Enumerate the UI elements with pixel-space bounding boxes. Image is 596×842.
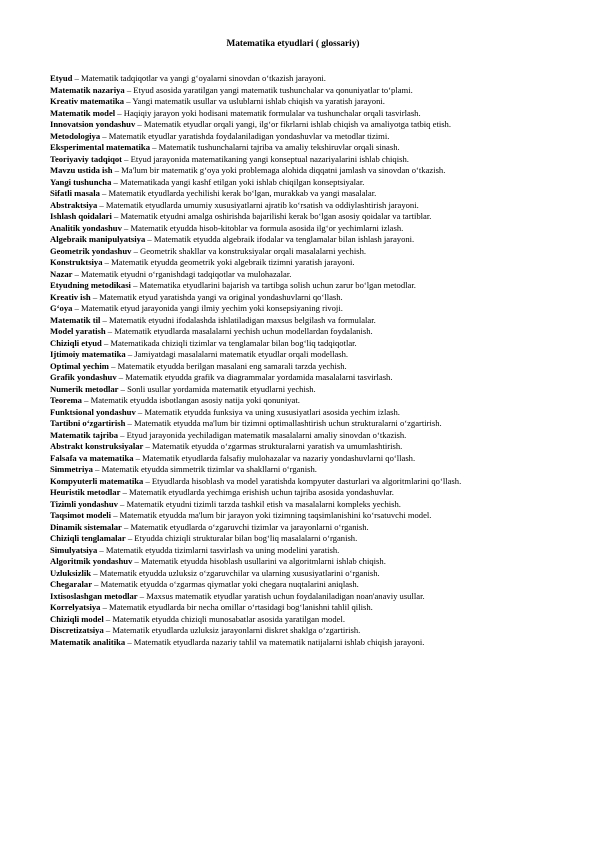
glossary-definition: – Matematik etyudlarda uzluksiz jarayonlarni diskret shaklga o‘zgartirish. (103, 625, 361, 635)
glossary-definition: – Etyud jarayonida yechiladigan matematik masalalarni amaliy sinovdan o‘tkazish. (118, 429, 407, 440)
glossary-definition: – Matematikada chiziqli tizimlar va tenglamalar bilan bog‘liq tadqiqotlar. (101, 337, 357, 348)
glossary-term: Algoritmik yondashuv (50, 556, 133, 566)
glossary-term: Innovatsion yondashuv (50, 119, 136, 129)
glossary-definition: – Matematik etyudda funksiya va uning xususiyatlari asosida yechim izlash. (135, 406, 400, 417)
glossary-definition: – Geometrik shakllar va konstruksiyalar orqali masalalarni yechish. (131, 245, 367, 256)
glossary-definition: – Matematik etyudda uzluksiz o‘zgaruvchilar va ularning xususiyatlarini o‘rganish. (91, 567, 380, 578)
glossary-entry (34, 119, 570, 131)
glossary-definition: – Etyud jarayonida matematikaning yangi konseptual nazariyalarini ishlab chiqish. (122, 153, 409, 164)
glossary-entry (34, 154, 570, 166)
glossary-entry (34, 407, 570, 419)
glossary-definition: – Matematik etyudda o‘zgarmas qiymatlar yoki chegara nuqtalarini aniqlash. (92, 579, 359, 589)
glossary-term: Funktsional yondashuv (50, 406, 136, 417)
glossary-definition: – Matematika etyudlarini bajarish va tartibga solish uchun zarur bo‘lgan metodlar. (130, 280, 416, 290)
glossary-entry (34, 349, 570, 361)
glossary-definition: – Matematik etyudda o‘zgarmas strukturalarni yaratish va umumlashtirish. (143, 441, 403, 451)
glossary-entry (34, 361, 570, 373)
glossary-entry (34, 556, 570, 568)
glossary-entry (34, 292, 570, 304)
glossary-entry (34, 499, 570, 511)
glossary-term: Tartibni o‘zgartirish (50, 418, 126, 428)
glossary-term: Chiziqli etyud (50, 337, 102, 348)
glossary-entry (34, 200, 570, 212)
glossary-definition: – Matematik etyudda berilgan masalani eng samarali tarzda yechish. (108, 360, 347, 371)
glossary-term: Dinamik sistemalar (50, 521, 122, 532)
glossary-definition: – Ma'lum bir matematik g‘oya yoki problemaga alohida diqqatni jamlash va sinovdan o‘tkazish. (112, 165, 446, 175)
glossary-entry (34, 257, 570, 269)
document-title: Matematika etyudlari ( glossariy) (226, 39, 360, 49)
glossary-term: Eksperimental matematika (50, 142, 151, 152)
glossary-entry (34, 533, 570, 545)
glossary-entry (34, 395, 570, 407)
glossary-definition: – Matematik etyud yaratishda yangi va original yondashuvlarni qo‘llash. (90, 291, 343, 302)
glossary-term: Analitik yondashuv (50, 222, 122, 233)
glossary-definition: – Matematik etyudda isbotlangan asosiy natija yoki qonuniyat. (81, 395, 300, 405)
glossary-term: Abstrakt konstruksiyalar (50, 441, 144, 451)
glossary-definition: – Matematik etyudda grafik va diagrammalar yordamida masalalarni tasvirlash. (116, 372, 393, 382)
glossary-entry (34, 579, 570, 591)
glossary-term: Abstraktsiya (50, 199, 98, 210)
glossary-entry (34, 246, 570, 258)
glossary-term: Heuristik metodlar (50, 487, 121, 497)
glossary-entry (34, 430, 570, 442)
glossary-term: Nazar (50, 268, 73, 279)
glossary-entry (34, 602, 570, 614)
glossary-entry (34, 510, 570, 522)
glossary-definition: – Etyudda chiziqli strukturalar bilan bog‘liq masalalarni o‘rganish. (125, 533, 358, 543)
glossary-entry (34, 418, 570, 430)
glossary-definition: – Matematik etyudda simmetrik tizimlar va shakllarni o‘rganish. (92, 464, 317, 474)
glossary-entry (34, 177, 570, 189)
glossary-entry (34, 142, 570, 154)
glossary-entry (34, 614, 570, 626)
glossary-term: Teoriyaviy tadqiqot (50, 153, 123, 164)
glossary-term: Uzluksizlik (50, 567, 92, 578)
glossary-term: Ijtimoiy matematika (50, 349, 126, 359)
glossary-term: Simulyatsiya (50, 544, 98, 555)
glossary-term: Konstruktsiya (50, 257, 103, 267)
glossary-term: G‘oya (50, 303, 73, 313)
glossary-definition: – Matematikada yangi kashf etilgan yoki ishlab chiqilgan konseptsiyalar. (111, 176, 365, 187)
glossary-entry (34, 73, 570, 85)
glossary-entry (34, 96, 570, 108)
glossary-definition: – Yangi matematik usullar va uslublarni ishlab chiqish va yaratish jarayoni. (124, 96, 385, 106)
glossary-term: Matematik model (50, 107, 116, 118)
glossary-definition: – Matematik etyudlar yaratishda foydalaniladigan yondashuvlar va metodlar tizimi. (100, 130, 390, 141)
glossary-entry (34, 591, 570, 603)
glossary-definition: – Matematik etyudlarda bir necha omillar o‘rtasidagi bog‘lanishni tahlil qilish. (100, 602, 373, 612)
glossary-term: Matematik nazariya (50, 84, 125, 95)
glossary-term: Ishlash qoidalari (50, 211, 112, 221)
glossary-term: Kreativ matematika (50, 96, 125, 106)
glossary-term: Tizimli yondashuv (50, 498, 118, 509)
glossary-definition: – Matematik etyudlarda masalalarni yechish uchun modellardan foydalanish. (105, 326, 373, 336)
glossary-entry (34, 487, 570, 499)
glossary-term: Discretizatsiya (50, 625, 104, 635)
glossary-entry (34, 188, 570, 200)
glossary-definition: – Matematik etyudni tizimli tarzda tashkil etish va masalalarni kompleks yechish. (117, 498, 401, 509)
glossary-entry (34, 85, 570, 97)
glossary-term: Numerik metodlar (50, 383, 119, 394)
glossary-definition: – Maxsus matematik etyudlar yaratish uchun foydalaniladigan noan'anaviy usullar. (137, 590, 425, 601)
glossary-term: Kompyuterli matematika (50, 475, 144, 486)
glossary-term: Algebraik manipulyatsiya (50, 234, 146, 244)
glossary-entry (34, 338, 570, 350)
glossary-entry (34, 108, 570, 120)
glossary-definition: – Matematik tadqiqotlar va yangi g‘oyalarni sinovdan o‘tkazish jarayoni. (72, 73, 326, 83)
glossary-term: Optimal yechim (50, 360, 109, 371)
glossary-term: Ixtisoslashgan metodlar (50, 590, 138, 601)
glossary-definition: – Matematik etyudda tizimlarni tasvirlash va uning modelini yaratish. (97, 544, 340, 555)
glossary-term: Kreativ ish (50, 291, 91, 302)
glossary-entry (34, 453, 570, 465)
glossary-entry (34, 269, 570, 281)
glossary-definition: – Matematik etyudni amalga oshirishda bajarilishi kerak bo‘lgan asosiy qoidalar va tartiblar. (111, 211, 432, 221)
glossary-term: Etyud (50, 73, 73, 83)
glossary-term: Teorema (50, 395, 82, 405)
glossary-entry (34, 384, 570, 396)
glossary-term: Mavzu ustida ish (50, 165, 113, 175)
glossary-term: Taqsimot modeli (50, 510, 112, 520)
glossary-entry (34, 131, 570, 143)
glossary-entry (34, 326, 570, 338)
glossary-entry (34, 372, 570, 384)
glossary-entry (34, 315, 570, 327)
glossary-entry (34, 223, 570, 235)
glossary-term: Geometrik yondashuv (50, 245, 132, 256)
glossary-definition: – Matematik etyudda hisob-kitoblar va formula asosida ilg‘or yechimlarni izlash. (121, 222, 404, 233)
glossary-term: Yangi tushuncha (50, 176, 112, 187)
glossary-entry (34, 522, 570, 534)
glossary-entry (34, 165, 570, 177)
glossary-definition: – Matematik etyudda hisoblash usullarini va algoritmlarni ishlab chiqish. (132, 556, 386, 566)
glossary-definition: – Matematik tushunchalarni tajriba va amaliy tekshiruvlar orqali sinash. (150, 142, 400, 152)
glossary-definition: – Matematik etyudda ma'lum bir jarayon yoki tizimning taqsimlanishini ko‘rsatuvchi model. (111, 510, 432, 520)
glossary-term: Model yaratish (50, 326, 106, 336)
glossary-term: Chiziqli model (50, 613, 104, 624)
glossary-term: Falsafa va matematika (50, 452, 134, 463)
glossary-definition: – Sonli usullar yordamida matematik etyudlarni yechish. (118, 383, 316, 394)
glossary-definition: – Matematik etyudlar orqali yangi, ilg‘or fikrlarni ishlab chiqish va amaliyotga tatbiq etish. (135, 119, 452, 129)
glossary-term: Matematik til (50, 314, 101, 325)
glossary-term: Etyudning metodikasi (50, 280, 131, 290)
glossary-entry (34, 545, 570, 557)
glossary-definition: – Matematik etyudlarda yechilishi kerak bo‘lgan, murakkab va yangi masalalar. (99, 188, 377, 198)
glossary-definition: – Matematik etyudni ifodalashda ishlatiladigan maxsus belgilash va formulalar. (100, 314, 376, 325)
glossary-entry (34, 211, 570, 223)
glossary-entry (34, 303, 570, 315)
glossary-definition: – Matematik etyudni o‘rganishdagi tadqiqotlar va mulohazalar. (72, 268, 292, 279)
glossary-term: Simmetriya (50, 464, 93, 474)
glossary-definition: – Matematik etyudda algebraik ifodalar va tenglamalar bilan ishlash jarayoni. (145, 234, 415, 244)
glossary-entry (34, 625, 570, 637)
glossary-entry (34, 441, 570, 453)
glossary-definition: – Etyudlarda hisoblash va model yaratishda kompyuter dasturlari va algoritmlarini qo‘llash. (143, 475, 462, 486)
glossary-definition: – Matematik etyudlarda yechimga erishish uchun tajriba asosida yondashuvlar. (120, 487, 394, 497)
glossary-definition: – Matematik etyudlarda falsafiy mulohazalar va nazariy yondashuvlarni qo‘llash. (133, 452, 416, 463)
glossary-definition: – Matematik etyudda geometrik yoki algebraik tizimni yaratish jarayoni. (102, 257, 355, 267)
glossary-entry (34, 476, 570, 488)
glossary-definition: – Matematik etyudda chiziqli munosabatlar asosida yaratilgan model. (103, 613, 345, 624)
glossary-entry (34, 568, 570, 580)
glossary-definition: – Matematik etyudda ma'lum bir tizimni optimallashtirish uchun strukturalarni o‘zgartirish. (125, 418, 442, 428)
glossary-term: Sifatli masala (50, 188, 100, 198)
glossary-term: Korrelyatsiya (50, 602, 101, 612)
glossary-term: Matematik analitika (50, 636, 126, 647)
glossary-entry (34, 464, 570, 476)
glossary-term: Chegaralar (50, 579, 93, 589)
glossary-term: Metodologiya (50, 130, 101, 141)
glossary-term: Chiziqli tenglamalar (50, 533, 126, 543)
glossary-entry (34, 280, 570, 292)
glossary-definition: – Matematik etyudlarda nazariy tahlil va matematik natijalarni ishlab chiqish jarayoni. (125, 636, 425, 647)
glossary-term: Matematik tajriba (50, 429, 119, 440)
glossary-definition: – Jamiyatdagi masalalarni matematik etyudlar orqali modellash. (125, 349, 349, 359)
glossary-entry (34, 637, 570, 649)
glossary-definition: – Haqiqiy jarayon yoki hodisani matematik formulalar va tushunchalar orqali tasvirlash. (115, 107, 421, 118)
glossary-definition: – Etyud asosida yaratilgan yangi matematik tushunchalar va qonuniyatlar to‘plami. (124, 84, 413, 95)
glossary-list (34, 73, 570, 648)
glossary-definition: – Matematik etyudlarda o‘zgaruvchi tizimlar va jarayonlarni o‘rganish. (121, 521, 369, 532)
glossary-term: Grafik yondashuv (50, 372, 117, 382)
glossary-definition: – Matematik etyudlarda umumiy xususiyatlarni ajratib ko‘rsatish va oddiylashtirish jarayoni. (97, 199, 419, 210)
glossary-definition: – Matematik etyud jarayonida yangi ilmiy yechim yoki konsepsiyaning rivoji. (72, 303, 343, 313)
glossary-entry (34, 234, 570, 246)
